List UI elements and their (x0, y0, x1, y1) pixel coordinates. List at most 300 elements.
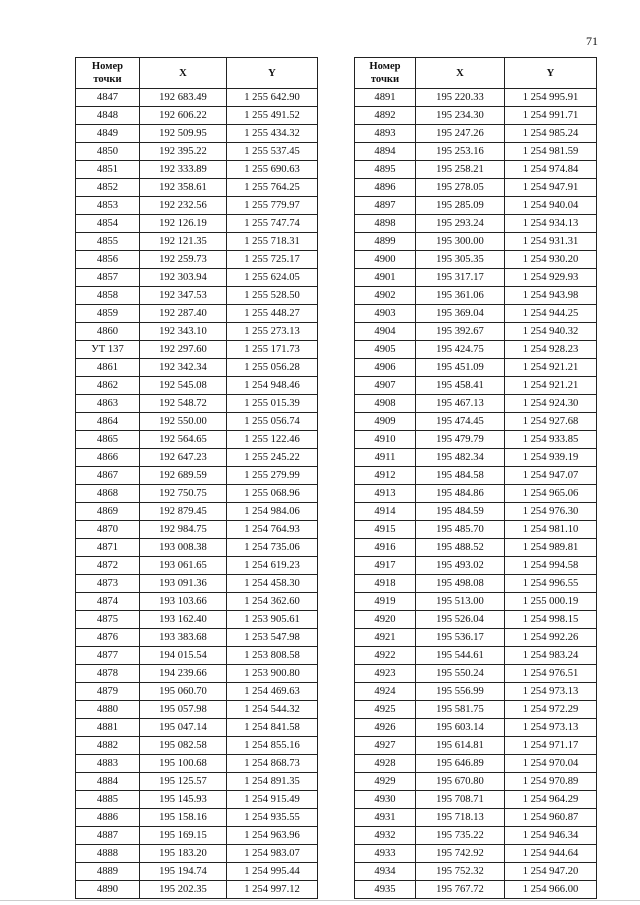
cell-x: 195 513.00 (416, 593, 505, 611)
cell-y: 1 254 940.04 (505, 197, 597, 215)
cell-x: 195 158.16 (140, 809, 227, 827)
cell-point-number: 4868 (76, 485, 140, 503)
table-row (76, 323, 318, 341)
table-row (76, 539, 318, 557)
table-body-right (355, 89, 597, 899)
cell-y: 1 254 960.87 (505, 809, 597, 827)
cell-y: 1 254 944.64 (505, 845, 597, 863)
cell-x: 192 550.00 (140, 413, 227, 431)
cell-point-number: 4921 (355, 629, 416, 647)
cell-y: 1 253 547.98 (227, 629, 318, 647)
cell-x: 192 358.61 (140, 179, 227, 197)
cell-y: 1 254 841.58 (227, 719, 318, 737)
cell-point-number: 4929 (355, 773, 416, 791)
cell-point-number: 4903 (355, 305, 416, 323)
coordinates-table-right (354, 57, 597, 899)
table-row (355, 701, 597, 719)
cell-y: 1 254 915.49 (227, 791, 318, 809)
cell-x: 193 162.40 (140, 611, 227, 629)
cell-y: 1 254 855.16 (227, 737, 318, 755)
cell-x: 195 317.17 (416, 269, 505, 287)
cell-point-number: 4855 (76, 233, 140, 251)
cell-y: 1 254 995.91 (505, 89, 597, 107)
cell-y: 1 254 947.20 (505, 863, 597, 881)
cell-y: 1 254 362.60 (227, 593, 318, 611)
cell-x: 193 383.68 (140, 629, 227, 647)
cell-point-number: 4905 (355, 341, 416, 359)
cell-y: 1 255 171.73 (227, 341, 318, 359)
table-row (355, 863, 597, 881)
cell-point-number: 4882 (76, 737, 140, 755)
cell-x: 195 258.21 (416, 161, 505, 179)
cell-x: 192 545.08 (140, 377, 227, 395)
cell-y: 1 255 718.31 (227, 233, 318, 251)
header-y: Y (227, 58, 318, 89)
cell-x: 195 451.09 (416, 359, 505, 377)
cell-point-number: 4895 (355, 161, 416, 179)
cell-y: 1 255 015.39 (227, 395, 318, 413)
cell-x: 195 202.35 (140, 881, 227, 899)
cell-y: 1 255 056.74 (227, 413, 318, 431)
cell-y: 1 254 970.89 (505, 773, 597, 791)
cell-x: 192 750.75 (140, 485, 227, 503)
cell-x: 195 183.20 (140, 845, 227, 863)
cell-x: 195 718.13 (416, 809, 505, 827)
cell-y: 1 253 905.61 (227, 611, 318, 629)
header-point-number (76, 58, 140, 89)
cell-x: 192 287.40 (140, 305, 227, 323)
cell-point-number: 4892 (355, 107, 416, 125)
cell-y: 1 254 966.00 (505, 881, 597, 899)
cell-y: 1 255 448.27 (227, 305, 318, 323)
cell-y: 1 254 928.23 (505, 341, 597, 359)
table-row (76, 197, 318, 215)
cell-point-number: 4916 (355, 539, 416, 557)
cell-x: 192 347.53 (140, 287, 227, 305)
table-row (76, 215, 318, 233)
cell-x: 192 333.89 (140, 161, 227, 179)
cell-x: 195 474.45 (416, 413, 505, 431)
cell-point-number: 4887 (76, 827, 140, 845)
cell-point-number: 4870 (76, 521, 140, 539)
table-row (355, 881, 597, 899)
cell-y: 1 255 764.25 (227, 179, 318, 197)
cell-x: 193 103.66 (140, 593, 227, 611)
table-row (355, 737, 597, 755)
table-row (76, 143, 318, 161)
cell-y: 1 255 122.46 (227, 431, 318, 449)
cell-point-number: 4885 (76, 791, 140, 809)
table-row (76, 737, 318, 755)
cell-point-number: 4896 (355, 179, 416, 197)
cell-point-number: 4877 (76, 647, 140, 665)
cell-y: 1 254 998.15 (505, 611, 597, 629)
table-row (355, 377, 597, 395)
cell-x: 195 458.41 (416, 377, 505, 395)
cell-x: 195 479.79 (416, 431, 505, 449)
table-row (76, 629, 318, 647)
cell-x: 195 735.22 (416, 827, 505, 845)
cell-y: 1 253 808.58 (227, 647, 318, 665)
cell-x: 195 100.68 (140, 755, 227, 773)
table-row (76, 611, 318, 629)
cell-point-number: 4856 (76, 251, 140, 269)
table-row (355, 143, 597, 161)
cell-x: 195 047.14 (140, 719, 227, 737)
cell-y: 1 254 947.91 (505, 179, 597, 197)
table-row (76, 305, 318, 323)
cell-x: 195 278.05 (416, 179, 505, 197)
cell-y: 1 254 947.07 (505, 467, 597, 485)
table-row (355, 521, 597, 539)
cell-y: 1 255 245.22 (227, 449, 318, 467)
cell-x: 195 082.58 (140, 737, 227, 755)
cell-point-number: 4935 (355, 881, 416, 899)
cell-y: 1 254 983.07 (227, 845, 318, 863)
table-row (76, 701, 318, 719)
cell-x: 192 689.59 (140, 467, 227, 485)
table-row (355, 557, 597, 575)
cell-x: 192 303.94 (140, 269, 227, 287)
table-row (76, 431, 318, 449)
cell-point-number: 4897 (355, 197, 416, 215)
cell-point-number: 4880 (76, 701, 140, 719)
table-row (355, 197, 597, 215)
cell-x: 195 488.52 (416, 539, 505, 557)
cell-x: 195 220.33 (416, 89, 505, 107)
cell-point-number: 4908 (355, 395, 416, 413)
cell-x: 195 253.16 (416, 143, 505, 161)
cell-point-number: 4886 (76, 809, 140, 827)
cell-x: 195 247.26 (416, 125, 505, 143)
cell-y: 1 254 964.29 (505, 791, 597, 809)
header-point-number-line2: точки (93, 74, 122, 85)
cell-point-number: 4876 (76, 629, 140, 647)
table-row (76, 377, 318, 395)
cell-x: 193 061.65 (140, 557, 227, 575)
cell-point-number: 4869 (76, 503, 140, 521)
cell-y: 1 254 965.06 (505, 485, 597, 503)
cell-x: 192 121.35 (140, 233, 227, 251)
cell-y: 1 254 992.26 (505, 629, 597, 647)
cell-y: 1 254 997.12 (227, 881, 318, 899)
cell-point-number: 4878 (76, 665, 140, 683)
cell-point-number: 4864 (76, 413, 140, 431)
cell-y: 1 254 981.59 (505, 143, 597, 161)
cell-x: 192 232.56 (140, 197, 227, 215)
cell-y: 1 255 624.05 (227, 269, 318, 287)
table-header-row (355, 58, 597, 89)
cell-y: 1 254 940.32 (505, 323, 597, 341)
cell-point-number: 4925 (355, 701, 416, 719)
table-row (355, 485, 597, 503)
cell-x: 194 015.54 (140, 647, 227, 665)
cell-point-number: 4867 (76, 467, 140, 485)
cell-point-number: 4849 (76, 125, 140, 143)
cell-y: 1 255 537.45 (227, 143, 318, 161)
table-body-left (76, 89, 318, 899)
table-row (76, 341, 318, 359)
cell-point-number: 4860 (76, 323, 140, 341)
table-row (355, 359, 597, 377)
cell-x: 192 548.72 (140, 395, 227, 413)
table-row (76, 719, 318, 737)
cell-x: 195 125.57 (140, 773, 227, 791)
table-header-row (76, 58, 318, 89)
table-row (76, 233, 318, 251)
table-row (355, 413, 597, 431)
cell-x: 195 424.75 (416, 341, 505, 359)
cell-x: 195 484.59 (416, 503, 505, 521)
cell-y: 1 254 735.06 (227, 539, 318, 557)
cell-y: 1 254 971.17 (505, 737, 597, 755)
cell-point-number: 4875 (76, 611, 140, 629)
cell-point-number: 4883 (76, 755, 140, 773)
cell-y: 1 255 068.96 (227, 485, 318, 503)
cell-x: 195 544.61 (416, 647, 505, 665)
cell-point-number: 4862 (76, 377, 140, 395)
cell-point-number: 4917 (355, 557, 416, 575)
cell-y: 1 255 056.28 (227, 359, 318, 377)
cell-point-number: 4934 (355, 863, 416, 881)
cell-x: 195 752.32 (416, 863, 505, 881)
cell-point-number: 4891 (355, 89, 416, 107)
table-row (76, 125, 318, 143)
cell-x: 195 484.58 (416, 467, 505, 485)
table-row (76, 449, 318, 467)
cell-y: 1 254 935.55 (227, 809, 318, 827)
cell-y: 1 254 994.58 (505, 557, 597, 575)
cell-x: 195 498.08 (416, 575, 505, 593)
cell-x: 192 342.34 (140, 359, 227, 377)
table-row (76, 827, 318, 845)
table-row (76, 791, 318, 809)
cell-x: 195 670.80 (416, 773, 505, 791)
cell-y: 1 254 933.85 (505, 431, 597, 449)
cell-point-number: 4902 (355, 287, 416, 305)
table-row (76, 557, 318, 575)
cell-point-number: 4912 (355, 467, 416, 485)
cell-y: 1 254 974.84 (505, 161, 597, 179)
cell-y: 1 254 924.30 (505, 395, 597, 413)
table-row (355, 305, 597, 323)
cell-point-number: 4879 (76, 683, 140, 701)
cell-x: 195 169.15 (140, 827, 227, 845)
cell-point-number: 4907 (355, 377, 416, 395)
cell-x: 195 305.35 (416, 251, 505, 269)
cell-y: 1 254 458.30 (227, 575, 318, 593)
cell-x: 192 606.22 (140, 107, 227, 125)
cell-x: 195 369.04 (416, 305, 505, 323)
table-row (355, 449, 597, 467)
cell-y: 1 255 690.63 (227, 161, 318, 179)
cell-x: 195 234.30 (416, 107, 505, 125)
cell-x: 195 485.70 (416, 521, 505, 539)
header-x: X (140, 58, 227, 89)
cell-y: 1 254 983.24 (505, 647, 597, 665)
cell-point-number: 4873 (76, 575, 140, 593)
cell-point-number: 4847 (76, 89, 140, 107)
table-row (355, 845, 597, 863)
cell-y: 1 254 984.06 (227, 503, 318, 521)
coordinates-table-left (75, 57, 318, 899)
cell-x: 195 467.13 (416, 395, 505, 413)
cell-y: 1 254 946.34 (505, 827, 597, 845)
table-row (76, 269, 318, 287)
cell-y: 1 254 973.13 (505, 719, 597, 737)
cell-x: 195 550.24 (416, 665, 505, 683)
cell-y: 1 254 921.21 (505, 359, 597, 377)
cell-point-number: 4927 (355, 737, 416, 755)
table-row (76, 575, 318, 593)
cell-x: 193 008.38 (140, 539, 227, 557)
table-row (355, 611, 597, 629)
cell-point-number: 4922 (355, 647, 416, 665)
table-row (76, 359, 318, 377)
cell-y: 1 254 948.46 (227, 377, 318, 395)
cell-point-number: 4857 (76, 269, 140, 287)
cell-point-number: 4933 (355, 845, 416, 863)
table-row (355, 395, 597, 413)
table-row (355, 647, 597, 665)
table-row (76, 179, 318, 197)
cell-point-number: 4893 (355, 125, 416, 143)
table-row (76, 503, 318, 521)
cell-point-number: 4919 (355, 593, 416, 611)
table-row (355, 161, 597, 179)
cell-point-number: 4926 (355, 719, 416, 737)
header-x: X (416, 58, 505, 89)
cell-y: 1 254 930.20 (505, 251, 597, 269)
cell-point-number: 4909 (355, 413, 416, 431)
cell-point-number: 4863 (76, 395, 140, 413)
cell-y: 1 255 779.97 (227, 197, 318, 215)
cell-y: 1 254 927.68 (505, 413, 597, 431)
cell-point-number: 4871 (76, 539, 140, 557)
cell-point-number: 4913 (355, 485, 416, 503)
cell-point-number: 4923 (355, 665, 416, 683)
table-row (76, 89, 318, 107)
cell-y: 1 254 921.21 (505, 377, 597, 395)
cell-x: 195 493.02 (416, 557, 505, 575)
cell-x: 192 126.19 (140, 215, 227, 233)
cell-x: 192 259.73 (140, 251, 227, 269)
cell-x: 195 581.75 (416, 701, 505, 719)
table-row (76, 683, 318, 701)
cell-point-number: УТ 137 (76, 341, 140, 359)
cell-x: 195 767.72 (416, 881, 505, 899)
table-row (355, 215, 597, 233)
table-row (355, 323, 597, 341)
cell-point-number: 4884 (76, 773, 140, 791)
cell-x: 195 060.70 (140, 683, 227, 701)
cell-x: 193 091.36 (140, 575, 227, 593)
cell-point-number: 4904 (355, 323, 416, 341)
cell-point-number: 4900 (355, 251, 416, 269)
cell-x: 195 614.81 (416, 737, 505, 755)
cell-point-number: 4920 (355, 611, 416, 629)
table-row (355, 341, 597, 359)
cell-x: 195 742.92 (416, 845, 505, 863)
cell-point-number: 4911 (355, 449, 416, 467)
cell-y: 1 254 868.73 (227, 755, 318, 773)
cell-y: 1 254 981.10 (505, 521, 597, 539)
table-row (355, 467, 597, 485)
cell-y: 1 254 469.63 (227, 683, 318, 701)
table-row (76, 395, 318, 413)
cell-x: 192 343.10 (140, 323, 227, 341)
table-row (355, 755, 597, 773)
table-row (76, 251, 318, 269)
cell-point-number: 4865 (76, 431, 140, 449)
cell-x: 195 482.34 (416, 449, 505, 467)
cell-point-number: 4861 (76, 359, 140, 377)
table-row (355, 791, 597, 809)
cell-point-number: 4928 (355, 755, 416, 773)
table-row (76, 593, 318, 611)
cell-x: 195 361.06 (416, 287, 505, 305)
table-row (76, 485, 318, 503)
cell-point-number: 4918 (355, 575, 416, 593)
cell-point-number: 4872 (76, 557, 140, 575)
cell-y: 1 254 991.71 (505, 107, 597, 125)
cell-y: 1 254 996.55 (505, 575, 597, 593)
cell-y: 1 255 000.19 (505, 593, 597, 611)
cell-point-number: 4894 (355, 143, 416, 161)
cell-y: 1 253 900.80 (227, 665, 318, 683)
cell-point-number: 4915 (355, 521, 416, 539)
cell-y: 1 255 747.74 (227, 215, 318, 233)
cell-y: 1 254 976.51 (505, 665, 597, 683)
table-row (76, 773, 318, 791)
table-row (76, 647, 318, 665)
cell-y: 1 255 279.99 (227, 467, 318, 485)
cell-y: 1 255 273.13 (227, 323, 318, 341)
cell-point-number: 4852 (76, 179, 140, 197)
page-number: 71 (586, 34, 598, 48)
table-row (355, 683, 597, 701)
cell-point-number: 4914 (355, 503, 416, 521)
cell-x: 195 536.17 (416, 629, 505, 647)
table-row (355, 251, 597, 269)
table-row (76, 755, 318, 773)
header-point-number-line1: Номер (369, 61, 401, 72)
cell-y: 1 254 972.29 (505, 701, 597, 719)
table-row (355, 773, 597, 791)
cell-point-number: 4906 (355, 359, 416, 377)
cell-point-number: 4889 (76, 863, 140, 881)
cell-point-number: 4874 (76, 593, 140, 611)
table-row (76, 413, 318, 431)
header-point-number-line1: Номер (91, 61, 124, 72)
cell-x: 192 297.60 (140, 341, 227, 359)
cell-point-number: 4930 (355, 791, 416, 809)
cell-y: 1 254 891.35 (227, 773, 318, 791)
cell-point-number: 4932 (355, 827, 416, 845)
cell-point-number: 4931 (355, 809, 416, 827)
table-row (355, 107, 597, 125)
cell-point-number: 4898 (355, 215, 416, 233)
cell-point-number: 4899 (355, 233, 416, 251)
cell-point-number: 4851 (76, 161, 140, 179)
cell-point-number: 4924 (355, 683, 416, 701)
cell-point-number: 4888 (76, 845, 140, 863)
cell-point-number: 4853 (76, 197, 140, 215)
cell-x: 192 647.23 (140, 449, 227, 467)
table-row (355, 125, 597, 143)
table-row (76, 665, 318, 683)
cell-y: 1 255 725.17 (227, 251, 318, 269)
